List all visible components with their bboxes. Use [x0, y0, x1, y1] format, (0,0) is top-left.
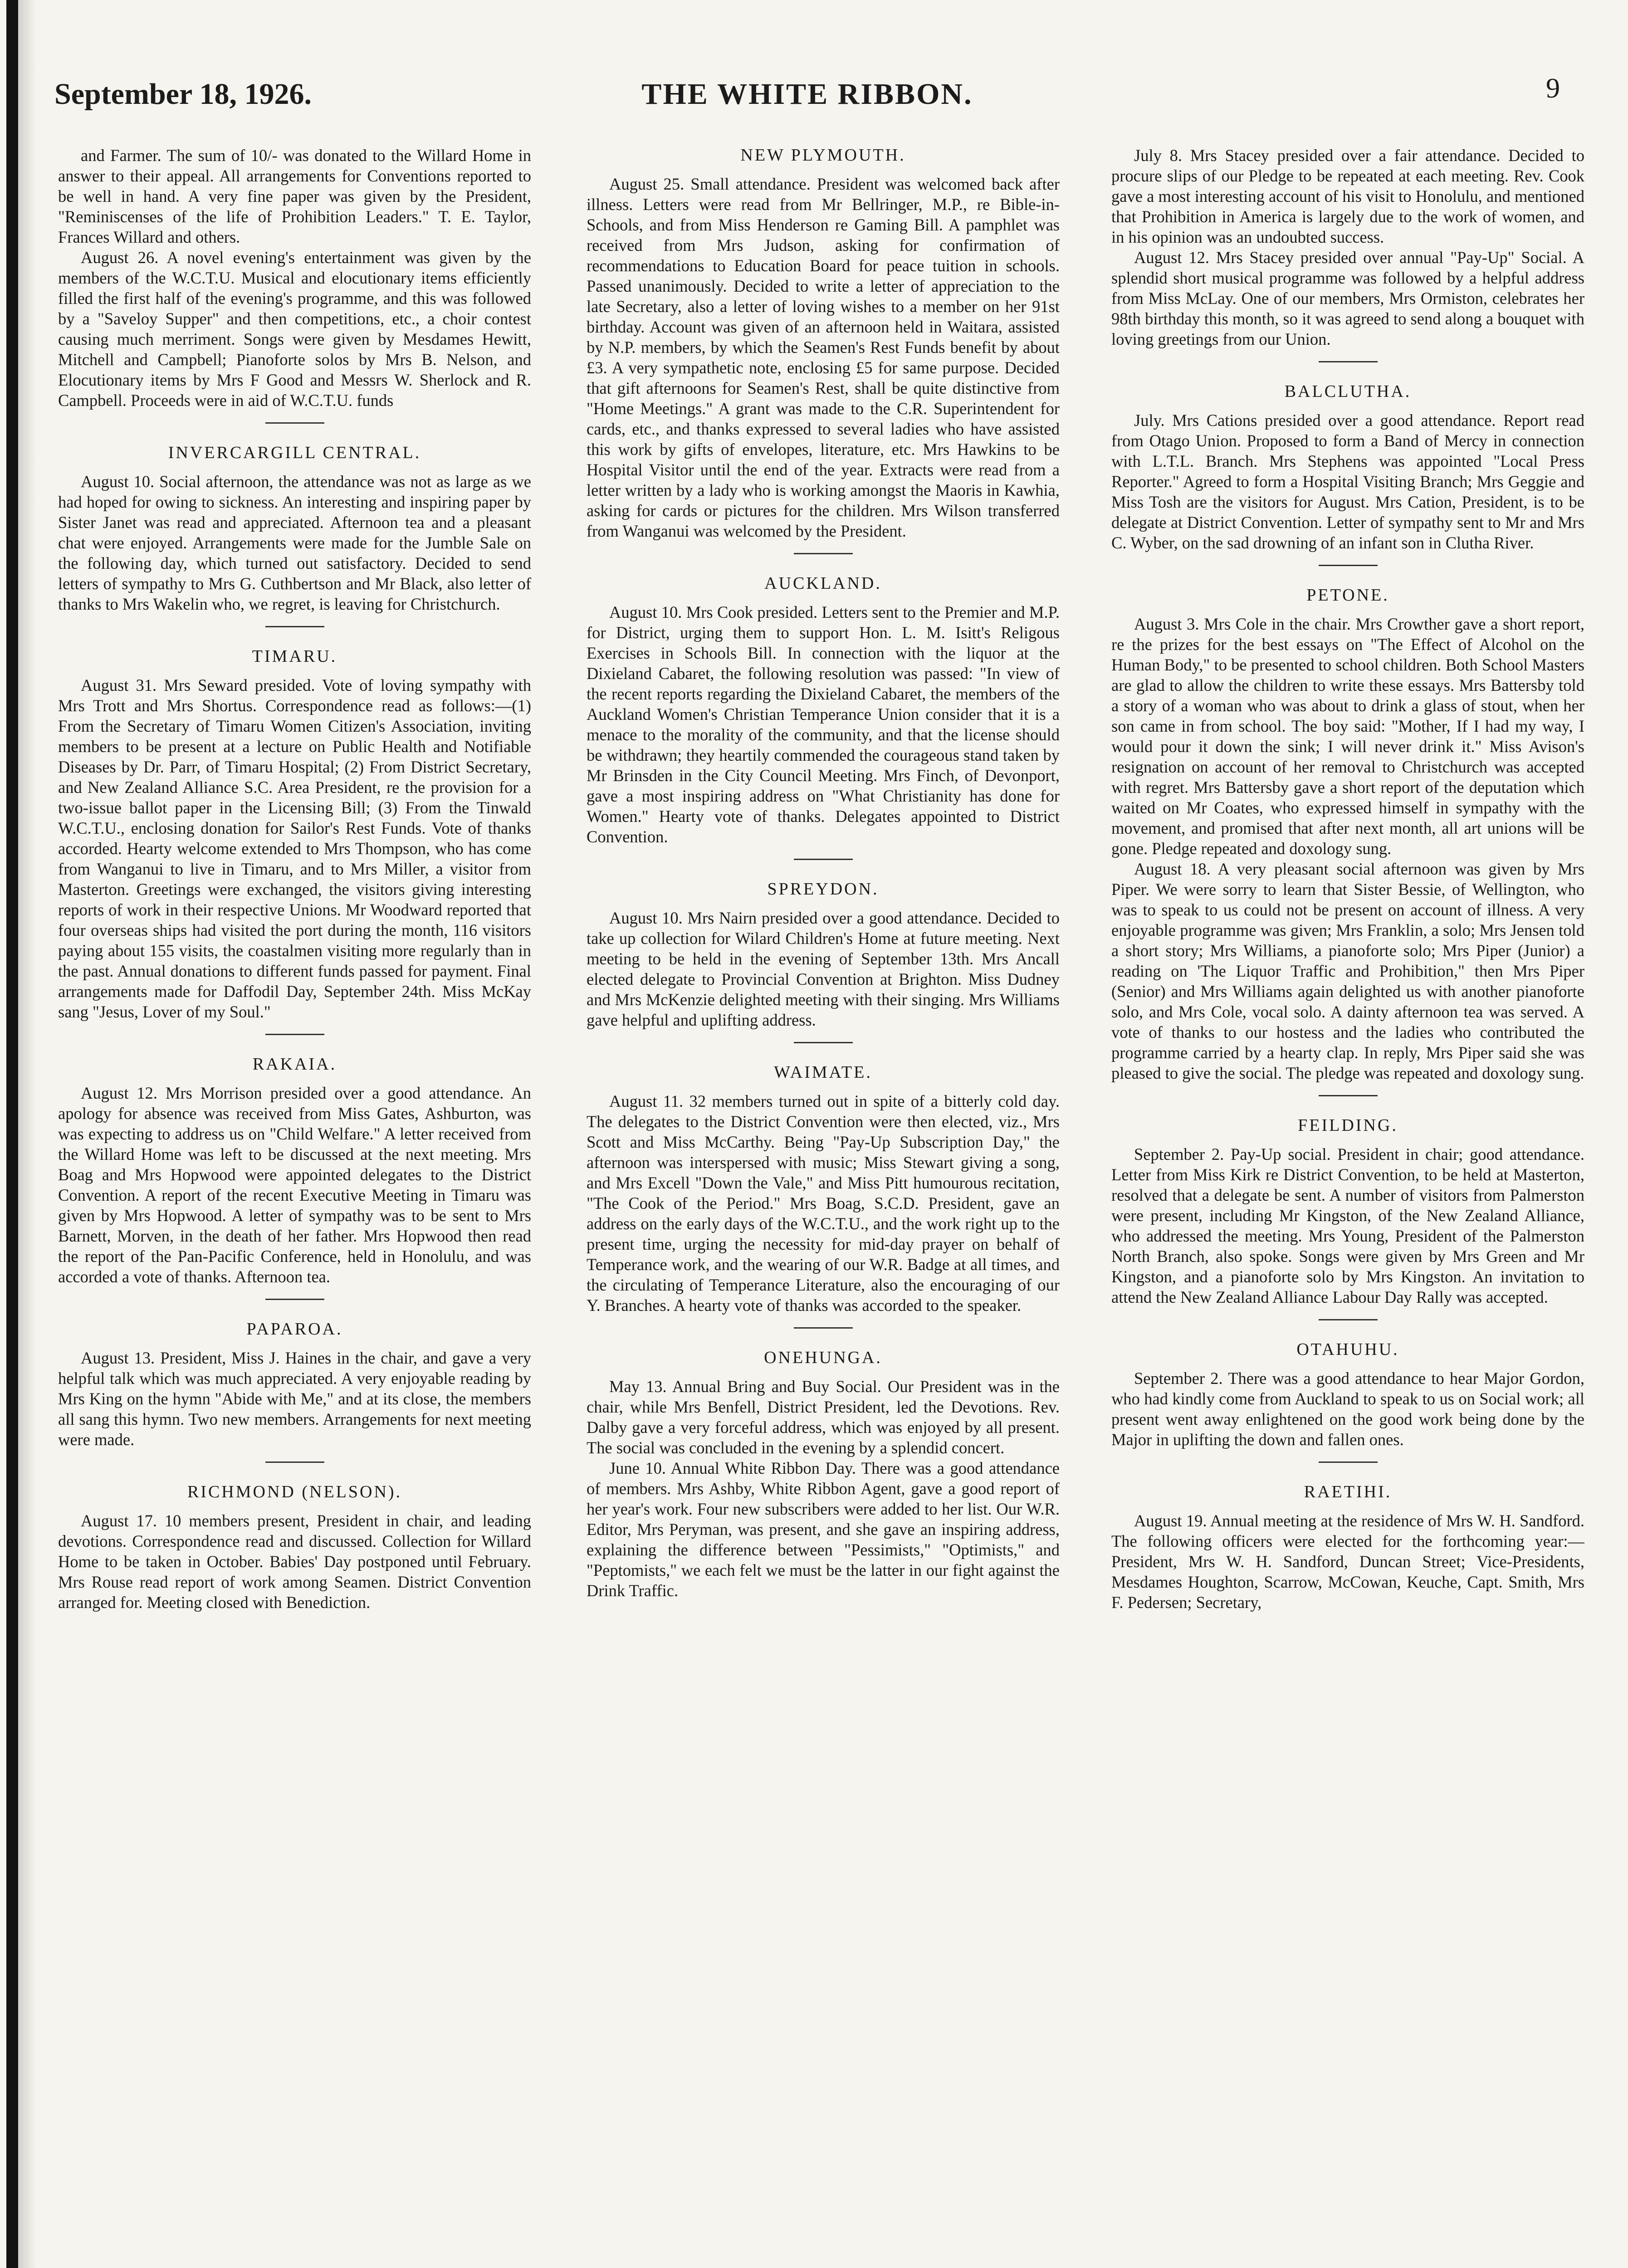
section-heading: AUCKLAND.	[764, 574, 882, 593]
report-paragraph: and Farmer. The sum of 10/- was donated to the Willard Home in answer to their appeal. All arrangements for Conventions reported to be well in hand. A very fine paper was given by the President, "Reminiscenses of the life of Prohibition Leaders." T. E. Taylor, Frances Willard and others.	[58, 146, 531, 246]
report-paragraph: August 26. A novel evening's entertainment was given by the members of the W.C.T.U. Musical and elocutionary items efficiently filled the first half of the evening's programme, and this was followed by a "Saveloy Supper" and then competitions, etc., a choir contest causing much merriment. Songs were given by Mesdames Hewitt, Mitchell and Campbell; Pianoforte solos by Mrs B. Nelson, and Elocutionary items by Mrs F Good and Messrs W. Sherlock and R. Campbell. Proceeds were in aid of W.C.T.U. funds	[58, 248, 531, 410]
section-heading: FEILDING.	[1298, 1116, 1398, 1135]
section-divider	[1319, 1095, 1378, 1096]
section-divider	[265, 626, 324, 627]
section-divider	[265, 422, 324, 424]
section-heading: ONEHUNGA.	[764, 1348, 882, 1367]
section-divider	[1319, 565, 1378, 566]
column-1	[58, 145, 531, 2268]
column-2	[587, 145, 1060, 2268]
section-heading: TIMARU.	[252, 647, 337, 666]
publication-title: THE WHITE RIBBON.	[641, 78, 973, 111]
report-paragraph: August 13. President, Miss J. Haines in the chair, and gave a very helpful talk which was much appreciated. A very enjoyable reading by Mrs King on the hymn "Abide with Me," and at its close, the members all sang this hymn. Two new members. Arrangements for next meeting were made.	[58, 1349, 531, 1449]
report-paragraph: August 25. Small attendance. President was welcomed back after illness. Letters were read from Mr Bellringer, M.P., re Bible-in-Schools, and from Miss Henderson re Gaming Bill. A pamphlet was received from Mrs Judson, asking for confirmation of recommendations to Education Board for peace tuition in schools. Passed unanimously. Decided to write a letter of appreciation to the late Secretary, also a letter of loving wishes to a member on her 91st birthday. Account was given of an afternoon held in Waitara, assisted by N.P. members, by which the Seamen's Rest Funds benefit by about £3. A very sympathetic note, enclosing £5 for same purpose. Decided that gift afternoons for Seamen's Rest, shall be quite distinctive from "Home Meetings." A grant was made to the C.R. Superintendent for cards, etc., and thanks expressed to several ladies who have assisted this work by gifts of envelopes, literature, etc. Mrs Hawkins to be Hospital Visitor until the end of the year. Extracts were read from a letter written by a lady who is working amongst the Maoris in Kawhia, asking for cards or pictures for the children. Mrs Wilson transferred from Wanganui was welcomed by the President.	[587, 175, 1060, 540]
report-paragraph: August 11. 32 members turned out in spite of a bitterly cold day. The delegates to the District Convention were then elected, viz., Mrs Scott and Miss McCarthy. Being "Pay-Up Subscription Day," the afternoon was interspersed with music; Miss Stewart giving a song, and Mrs Excell "Down the Vale," and Miss Pitt humourous recitation, "The Cook of the Period." Mrs Boag, S.C.D. President, gave an address on the early days of the W.C.T.U., and the work right up to the present time, urging the necessity for mid-day prayer on behalf of Temperance work, and the wearing of our W.R. Badge at all times, and the circulating of Temperance Literature, also the encouraging of our Y. Branches. A hearty vote of thanks was accorded to the speaker.	[587, 1092, 1060, 1315]
page-number: 9	[1546, 73, 1560, 104]
section-heading: BALCLUTHA.	[1284, 382, 1412, 401]
report-paragraph: July 8. Mrs Stacey presided over a fair attendance. Decided to procure slips of our Pledge to be repeated at each meeting. Rev. Cook gave a most interesting account of his visit to Honolulu, and mentioned that Prohibition in America is largely due to the work of women, and in his opinion was an undoubted success.	[1111, 146, 1584, 246]
section-heading: RAKAIA.	[252, 1055, 337, 1074]
report-paragraph: July. Mrs Cations presided over a good attendance. Report read from Otago Union. Proposed to form a Band of Mercy in connection with L.T.L. Branch. Mrs Stephens was appointed "Local Press Reporter." Agreed to form a Hospital Visiting Branch; Mrs Geggie and Miss Tosh are the visitors for August. Mrs Cation, President, is to be delegate at District Convention. Letter of sympathy sent to Mr and Mrs C. Wyber, on the sad drowning of an infant son in Clutha River.	[1111, 411, 1584, 552]
section-divider	[794, 859, 853, 860]
section-heading: PETONE.	[1306, 586, 1389, 605]
binding-edge	[6, 0, 18, 2268]
section-divider	[794, 553, 853, 554]
report-paragraph: September 2. There was a good attendance to hear Major Gordon, who had kindly come from Auckland to speak to us on Social work; all present went away enlightened on the good work being done by the Major in uplifting the down and fallen ones.	[1111, 1369, 1584, 1449]
report-paragraph: June 10. Annual White Ribbon Day. There was a good attendance of members. Mrs Ashby, White Ribbon Agent, gave a good report of her year's work. Four new subscribers were added to her list. Our W.R. Editor, Mrs Peryman, was present, and she gave an inspiring address, explaining the difference between "Pessimists," "Optimists," and "Peptomists," we each felt we must be the latter in our fight against the Drink Traffic.	[587, 1459, 1060, 1600]
section-heading: NEW PLYMOUTH.	[740, 146, 906, 165]
report-paragraph: August 10. Mrs Cook presided. Letters sent to the Premier and M.P. for District, urging them to support Hon. L. M. Isitt's Religous Exercises in Schools Bill. In connection with the liquor at the Dixieland Cabaret, the following resolution was passed: "In view of the recent reports regarding the Dixieland Cabaret, the members of the Auckland Women's Christian Temperance Union consider that it is a menace to the morality of the community, and that the license should be withdrawn; they heartily commended the courageous stand taken by Mr Brinsden in the City Council Meeting. Mrs Finch, of Devonport, gave a most inspiring address on "What Christianity has done for Women." Hearty vote of thanks. Delegates appointed to District Convention.	[587, 603, 1060, 846]
binding-shadow	[18, 0, 36, 2268]
section-heading: OTAHUHU.	[1296, 1340, 1399, 1359]
section-heading: RICHMOND (NELSON).	[187, 1482, 402, 1501]
section-divider	[1319, 361, 1378, 362]
report-paragraph: August 19. Annual meeting at the residence of Mrs W. H. Sandford. The following officers were elected for the forthcoming year:—President, Mrs W. H. Sandford, Duncan Street; Vice-Presidents, Mesdames Houghton, Scarrow, McCowan, Keuche, Capt. Smith, Mrs F. Pedersen; Secretary,	[1111, 1511, 1584, 1612]
section-divider	[794, 1042, 853, 1043]
issue-date: September 18, 1926.	[54, 78, 312, 111]
report-paragraph: August 10. Social afternoon, the attendance was not as large as we had hoped for owing to sickness. An interesting and inspiring paper by Sister Janet was read and appreciated. Afternoon tea and a pleasant chat were enjoyed. Arrangements were made for the Jumble Sale on the following day, which turned out satisfactory. Decided to send letters of sympathy to Mrs G. Cuthbertson and Mr Black, also letter of thanks to Mrs Wakelin who, we regret, is leaving for Christchurch.	[58, 472, 531, 613]
report-paragraph: August 10. Mrs Nairn presided over a good attendance. Decided to take up collection for Wilard Children's Home at future meeting. Next meeting to be held in the evening of September 13th. Mrs Ancall elected delegate to Provincial Convention at Brighton. Miss Dudney and Mrs McKenzie delighted meeting with their singing. Mrs Williams gave helpful and uplifting address.	[587, 909, 1060, 1029]
column-3	[1111, 145, 1584, 2268]
report-paragraph: August 18. A very pleasant social afternoon was given by Mrs Piper. We were sorry to learn that Sister Bessie, of Wellington, who was to speak to us could not be present on account of illness. A very enjoyable programme was given; Mrs Franklin, a solo; Mrs Jensen told a short story; Mrs Williams, a pianoforte solo; Mrs Piper (Junior) a reading on 'The Liquor Traffic and Prohibition," then Mrs Piper (Senior) and Mrs Williams again delighted us with another pianoforte solo, and Mrs Cole, vocal solo. A dainty afternoon tea was served. A vote of thanks to our hostess and the ladies who contributed the programme carried by a hearty clap. In reply, Mrs Piper said she was pleased to give the social. The pledge was repeated and doxology sung.	[1111, 860, 1584, 1082]
page-header	[54, 68, 1560, 118]
section-heading: WAIMATE.	[774, 1063, 872, 1082]
report-paragraph: August 12. Mrs Stacey presided over annual "Pay-Up" Social. A splendid short musical programme was followed by a helpful address from Miss McLay. One of our members, Mrs Ormiston, celebrates her 98th birthday this month, so it was agreed to send along a bouquet with loving greetings from our Union.	[1111, 248, 1584, 348]
section-divider	[265, 1034, 324, 1035]
report-paragraph: August 3. Mrs Cole in the chair. Mrs Crowther gave a short report, re the prizes for the best essays on "The Effect of Alcohol on the Human Body," to be presented to school children. Both School Masters are glad to allow the children to write these essays. Mrs Battersby told a story of a woman who was about to drink a glass of stout, when her son came in from school. The boy said: "Mother, If I had my way, I would pour it down the sink; I will never drink it." Miss Avison's resignation on account of her removal to Christchurch was accepted with regret. Mrs Battersby gave a short report of the deputation which waited on Mr Coates, who expressed himself in sympathy with the movement, and promised that after next month, all art unions will be gone. Pledge repeated and doxology sung.	[1111, 615, 1584, 858]
report-paragraph: August 17. 10 members present, President in chair, and leading devotions. Correspondence read and discussed. Collection for Willard Home to be taken in October. Babies' Day postponed until February. Mrs Rouse read report of work among Seamen. District Convention arranged for. Meeting closed with Benediction.	[58, 1511, 531, 1612]
section-heading: SPREYDON.	[767, 880, 879, 899]
section-heading: INVERCARGILL CENTRAL.	[168, 443, 421, 462]
section-divider	[265, 1461, 324, 1463]
report-paragraph: August 12. Mrs Morrison presided over a good attendance. An apology for absence was received from Miss Gates, Ashburton, was was expecting to address us on "Child Welfare." A letter received from the Willard Home was left to be discussed at the next meeting. Mrs Boag and Mrs Hopwood were appointed delegates to the District Convention. A report of the recent Executive Meeting in Timaru was given by Mrs Hopwood. A letter of sympathy was to be sent to Mrs Barnett, Morven, in the death of her father. Mrs Hopwood then read the report of the Pan-Pacific Conference, held in Honolulu, and was accorded a vote of thanks. Afternoon tea.	[58, 1084, 531, 1286]
section-divider	[265, 1299, 324, 1300]
section-divider	[1319, 1319, 1378, 1320]
report-paragraph: August 31. Mrs Seward presided. Vote of loving sympathy with Mrs Trott and Mrs Shortus. Correspondence read as follows:—(1) From the Secretary of Timaru Women Citizen's Association, inviting members to be present at a lecture on Public Health and Notifiable Diseases by Dr. Parr, of Timaru Hospital; (2) From District Secretary, and New Zealand Alliance S.C. Area President, re the provision for a two-issue ballot paper in the Licensing Bill; (3) From the Tinwald W.C.T.U., enclosing donation for Sailor's Rest Funds. Vote of thanks accorded. Hearty welcome extended to Mrs Thompson, who has come from Wanganui to live in Timaru, and to Mrs Miller, a visitor from Masterton. Greetings were exchanged, the visitors giving interesting reports of work in their respective Unions. Mr Woodward reported that four overseas ships had visited the port during the month, 116 visitors paying about 155 visits, the coastalmen visiting more regularly than in the past. Annual donations to different funds passed for payment. Final arrangements made for Daffodil Day, September 24th. Miss McKay sang "Jesus, Lover of my Soul."	[58, 676, 531, 1021]
section-divider	[1319, 1461, 1378, 1463]
section-heading: RAETIHI.	[1304, 1482, 1392, 1501]
section-heading: PAPAROA.	[246, 1320, 343, 1339]
section-divider	[794, 1327, 853, 1329]
report-paragraph: September 2. Pay-Up social. President in chair; good attendance. Letter from Miss Kirk re District Convention, to be held at Masterton, resolved that a delegate be sent. A number of visitors from Palmerston were present, including Mr Kingston, of the New Zealand Alliance, who addressed the meeting. Mrs Young, President of the Palmerston North Branch, also spoke. Songs were given by Mrs Green and Mr Kingston, and a pianoforte solo by Mrs Kingston. An invitation to attend the New Zealand Alliance Labour Day Rally was accepted.	[1111, 1145, 1584, 1306]
report-paragraph: May 13. Annual Bring and Buy Social. Our President was in the chair, while Mrs Benfell, District President, led the Devotions. Rev. Dalby gave a very forceful address, which was enjoyed by all present. The social was concluded in the evening by a splendid concert.	[587, 1377, 1060, 1457]
